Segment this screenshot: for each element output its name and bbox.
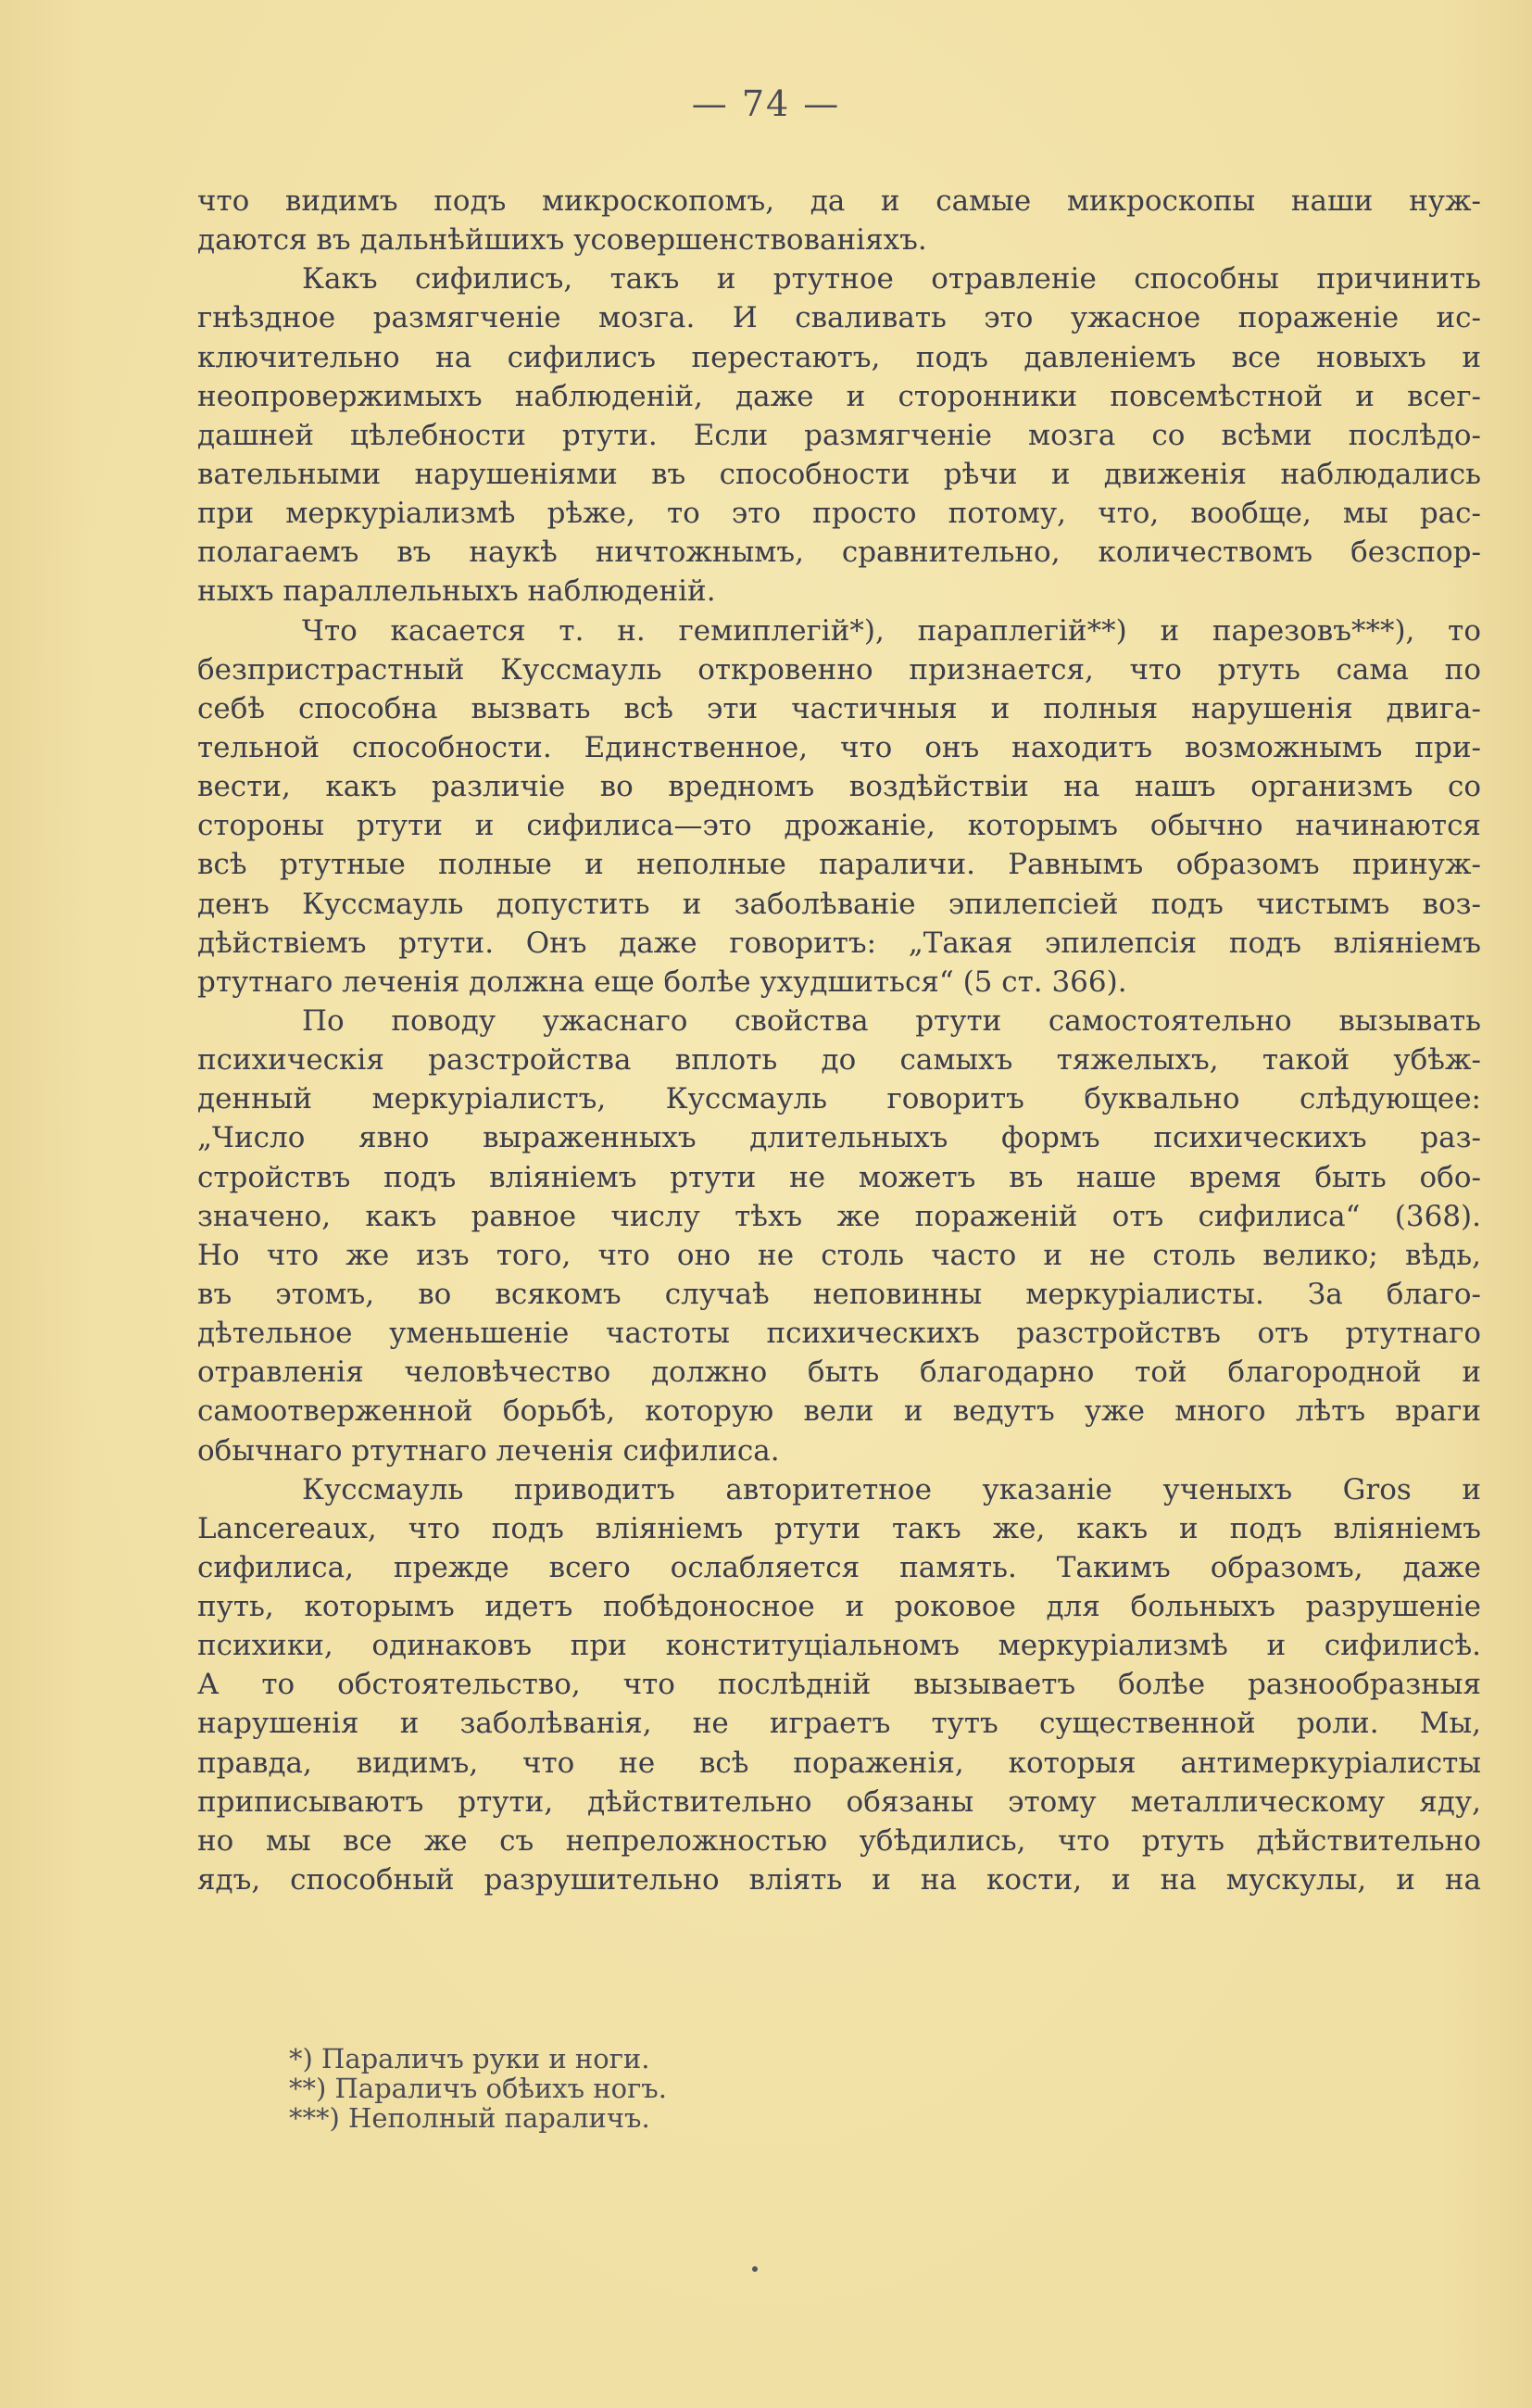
text-line: По поводу ужаснаго свойства ртути самостоятельно вызывать	[302, 1003, 1481, 1038]
text-line: даются въ дальнѣйшихъ усовершенствованіяхъ.	[197, 223, 927, 258]
text-line: Какъ сифилисъ, такъ и ртутное отравленіе способны причинить	[302, 262, 1481, 296]
paper-speck	[752, 2266, 758, 2272]
text-line: Но что же изъ того, что оно не столь часто и не столь велико; вѣдь,	[197, 1238, 1481, 1272]
text-line: ртутнаго леченія должна еще болѣе ухудшиться“ (5 ст. 366).	[197, 964, 1127, 999]
footnote: *) Параличъ руки и ноги.	[289, 2043, 650, 2074]
text-line: тельной способности. Единственное, что онъ находитъ возможнымъ при-	[197, 730, 1481, 764]
text-line: правда, видимъ, что не всѣ пораженія, которыя антимеркуріалисты	[197, 1746, 1481, 1780]
text-line: „Число явно выраженныхъ длительныхъ формъ психическихъ раз-	[197, 1121, 1481, 1155]
page-number: — 74 —	[691, 83, 841, 124]
text-line: дашней цѣлебности ртути. Если размягченіе мозга со всѣми послѣдо-	[197, 418, 1481, 452]
text-line: отравленія человѣчество должно быть благодарно той благородной и	[197, 1355, 1481, 1390]
text-line: приписываютъ ртути, дѣйствительно обязаны этому металлическому яду,	[197, 1784, 1481, 1819]
text-line: А то обстоятельство, что послѣдній вызываетъ болѣе разнообразныя	[197, 1668, 1481, 1702]
text-line: нарушенія и заболѣванія, не играетъ тутъ существенной роли. Мы,	[197, 1707, 1481, 1741]
text-line: ядъ, способный разрушительно вліять и на кости, и на мускулы, и на	[197, 1863, 1481, 1897]
footnote: **) Параличъ обѣихъ ногъ.	[289, 2073, 667, 2104]
text-line: психическія разстройства вплоть до самыхъ тяжелыхъ, такой убѣж-	[197, 1043, 1481, 1078]
text-line: ключительно на сифилисъ перестаютъ, подъ давленіемъ все новыхъ и	[197, 340, 1481, 374]
text-line: себѣ способна вызвать всѣ эти частичныя и полныя нарушенія двига-	[197, 691, 1481, 725]
text-line: но мы все же съ непреложностью убѣдились, что ртуть дѣйствительно	[197, 1823, 1481, 1858]
text-line: безпристрастный Куссмауль откровенно признается, что ртуть сама по	[197, 652, 1481, 687]
text-line: обычнаго ртутнаго леченія сифилиса.	[197, 1433, 780, 1468]
text-line: дѣйствіемъ ртути. Онъ даже говоритъ: „Такая эпилепсія подъ вліяніемъ	[197, 926, 1481, 960]
text-line: денъ Куссмауль допустить и заболѣваніе эпилепсіей подъ чистымъ воз-	[197, 887, 1481, 921]
footnotes	[289, 2044, 1030, 2133]
text-line: въ этомъ, во всякомъ случаѣ неповинны меркуріалисты. За благо-	[197, 1277, 1481, 1311]
text-line: неопровержимыхъ наблюденій, даже и сторонники повсемѣстной и всег-	[197, 379, 1481, 413]
text-line: гнѣздное размягченіе мозга. И сваливать это ужасное пораженіе ис-	[197, 301, 1481, 335]
text-line: Lancereaux, что подъ вліяніемъ ртути такъ же, какъ и подъ вліяніемъ	[197, 1511, 1481, 1545]
text-line: сифилиса, прежде всего ослабляется память. Такимъ образомъ, даже	[197, 1550, 1481, 1584]
text-line: всѣ ртутные полные и неполные параличи. Равнымъ образомъ принуж-	[197, 848, 1481, 882]
text-line: полагаемъ въ наукѣ ничтожнымъ, сравнительно, количествомъ безспор-	[197, 536, 1481, 570]
text-line: самоотверженной борьбѣ, которую вели и ведутъ уже много лѣтъ враги	[197, 1394, 1481, 1429]
text-line: вести, какъ различіе во вредномъ воздѣйствіи на нашъ организмъ со	[197, 770, 1481, 804]
text-line: стороны ртути и сифилиса—это дрожаніе, которымъ обычно начинаются	[197, 809, 1481, 843]
text-line: стройствъ подъ вліяніемъ ртути не можетъ въ наше время быть обо-	[197, 1160, 1481, 1194]
body-text	[197, 182, 1481, 1899]
text-line: психики, одинаковъ при конституціальномъ меркуріализмѣ и сифилисѣ.	[197, 1629, 1481, 1663]
footnote: ***) Неполный параличъ.	[289, 2102, 650, 2134]
text-line: значено, какъ равное числу тѣхъ же пораженій отъ сифилиса“ (368).	[197, 1199, 1481, 1233]
text-line: Что касается т. н. гемиплегій*), параплегій**) и парезовъ***), то	[302, 613, 1481, 648]
text-line: что видимъ подъ микроскопомъ, да и самые микроскопы наши нуж-	[197, 184, 1481, 218]
text-line: ныхъ параллельныхъ наблюденій.	[197, 574, 716, 609]
text-line: Куссмауль приводитъ авторитетное указаніе ученыхъ Gros и	[302, 1472, 1481, 1507]
text-line: вательными нарушеніями въ способности рѣчи и движенія наблюдались	[197, 457, 1481, 491]
text-line: при меркуріализмѣ рѣже, то это просто потому, что, вообще, мы рас-	[197, 497, 1481, 531]
text-line: путь, которымъ идетъ побѣдоносное и роковое для больныхъ разрушеніе	[197, 1590, 1481, 1624]
text-line: денный меркуріалистъ, Куссмауль говоритъ буквально слѣдующее:	[197, 1082, 1481, 1116]
text-line: дѣтельное уменьшеніе частоты психическихъ разстройствъ отъ ртутнаго	[197, 1317, 1481, 1351]
